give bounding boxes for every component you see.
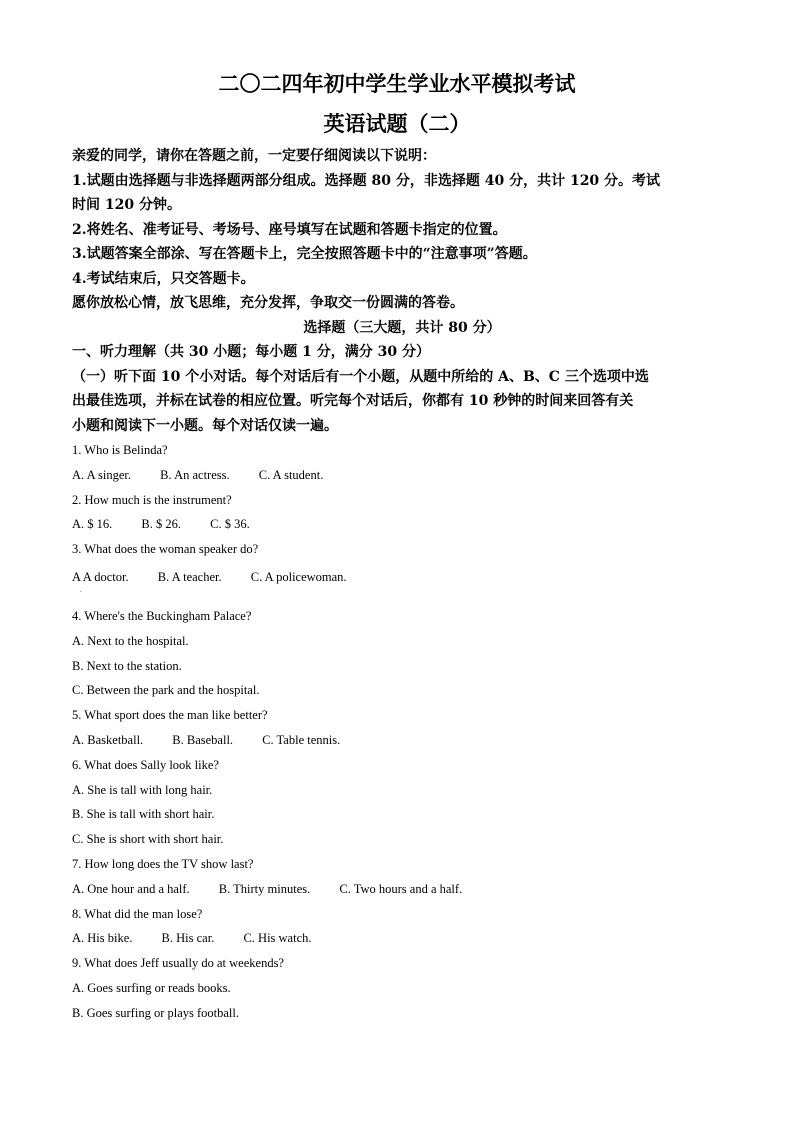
question-8: 8. What did the man lose? [72, 906, 203, 921]
question-8-options [72, 931, 732, 956]
option-a: A. $ 16. [72, 517, 113, 532]
page-subtitle: 英语试题（二） [323, 111, 471, 136]
option-b: B. $ 26. [141, 517, 181, 532]
option-b: B. A teacher. [157, 569, 222, 584]
option-b: B. Thirty minutes. [218, 881, 311, 896]
question-6: 6. What does Sally look like? [72, 757, 219, 772]
part1-desc-a: （一）听下面 10 个小对话。每个对话后有一个小题，从题中所给的 A、B、C 三个选项中选 [72, 368, 649, 385]
instruction-1a: 1.试题由选择题与非选择题两部分组成。选择题 80 分，非选择题 40 分，共计 120 分。考试 [72, 172, 661, 189]
part1-desc-b: 出最佳选项，并标在试卷的相应位置。听完每个对话后，你都有 10 秒钟的时间来回答有关 [72, 393, 634, 409]
questions-1-3 [72, 443, 732, 595]
option-c: C. His watch. [243, 931, 312, 946]
question-6-option-c: C. She is short with short hair. [72, 832, 224, 847]
instructions-block [72, 145, 732, 439]
wish-line: 愿你放松心情，放飞思维，充分发挥，争取交一份圆满的答卷。 [72, 295, 464, 311]
part1-title: 一、听力理解（共 30 小题；每小题 1 分，满分 30 分） [72, 344, 430, 360]
option-c: C. A student. [258, 467, 324, 482]
instruction-3: 3.试题答案全部涂、写在答题卡上，完全按照答题卡中的“注意事项”答题。 [72, 246, 537, 262]
question-5: 5. What sport does the man like better? [72, 708, 268, 723]
instruction-1b: 时间 120 分钟。 [72, 197, 181, 213]
question-7: 7. How long does the TV show last? [72, 856, 254, 871]
question-9: 9. What does Jeff usually do at weekends? [72, 956, 284, 971]
question-6-option-a: A. She is tall with long hair. [72, 782, 213, 797]
question-4-option-a: A. Next to the hospital. [72, 633, 189, 648]
instruction-4: 4.考试结束后，只交答题卡。 [72, 270, 255, 287]
option-b: B. Baseball. [172, 732, 234, 747]
part1-desc-c: 小题和阅读下一小题。每个对话仅读一遍。 [72, 417, 338, 434]
option-c: C. Table tennis. [262, 732, 341, 747]
option-b: B. An actress. [160, 467, 230, 482]
question-5-options [72, 733, 732, 758]
option-a: A. A singer. [72, 467, 132, 482]
stray-dot: . [80, 588, 82, 594]
greeting-line: 亲爱的同学，请你在答题之前，一定要仔细阅读以下说明： [72, 148, 436, 164]
question-7-options [72, 882, 732, 907]
option-a: A. One hour and a half. [72, 881, 190, 896]
questions-4-9 [72, 609, 732, 1031]
option-a: A A doctor. [72, 569, 129, 584]
option-c: C. Two hours and a half. [339, 881, 463, 896]
question-4-option-b: B. Next to the station. [72, 658, 182, 673]
question-6-option-b: B. She is tall with short hair. [72, 807, 215, 822]
option-b: B. His car. [161, 931, 215, 946]
question-9-option-a: A. Goes surfing or reads books. [72, 980, 231, 995]
section-title: 选择题（三大题，共计 80 分） [303, 319, 501, 336]
question-1-options [72, 468, 732, 493]
option-c: C. A policewoman. [250, 569, 347, 584]
instruction-2: 2.将姓名、准考证号、考场号、座号填写在试题和答题卡指定的位置。 [72, 221, 507, 238]
question-1: 1. Who is Belinda? [72, 443, 168, 457]
option-a: A. Basketball. [72, 732, 144, 747]
question-3: 3. What does the woman speaker do? [72, 542, 259, 557]
question-9-option-b: B. Goes surfing or plays football. [72, 1005, 239, 1020]
option-c: C. $ 36. [210, 517, 250, 532]
question-2-options [72, 517, 732, 542]
question-4-option-c: C. Between the park and the hospital. [72, 683, 260, 698]
question-2: 2. How much is the instrument? [72, 492, 232, 507]
question-3-options [72, 570, 732, 595]
option-a: A. His bike. [72, 931, 133, 946]
page-title: 二〇二四年初中学生学业水平模拟考试 [218, 71, 576, 96]
question-4: 4. Where's the Buckingham Palace? [72, 609, 252, 623]
